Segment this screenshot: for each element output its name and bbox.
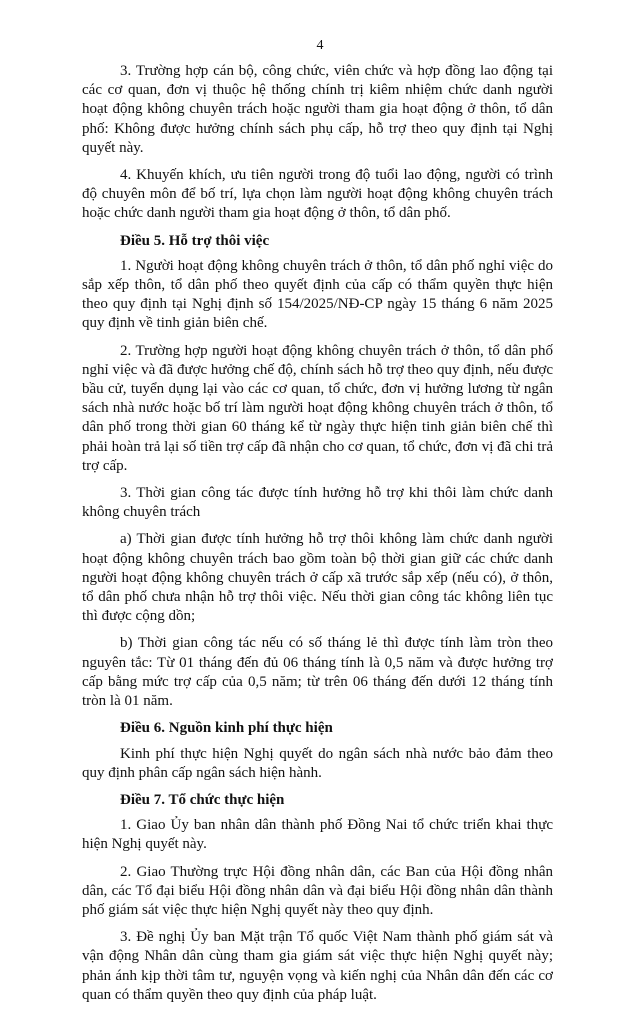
document-body xyxy=(82,62,553,1013)
paragraph: 4. Khuyến khích, ưu tiên người trong độ tuổi lao động, người có trình độ chuyên môn để bố trí, lựa chọn làm người hoạt động không chuyên trách hoặc chức danh người tham gia hoạt động ở thôn, tổ dân phố. xyxy=(82,167,553,222)
paragraph: 3. Trường hợp cán bộ, công chức, viên chức và hợp đồng lao động tại các cơ quan, đơn vị thuộc hệ thống chính trị kiêm nhiệm chức danh người hoạt động không chuyên trách hoặc người tham gia hoạt động ở thôn, tổ dân phố: Không được hưởng chính sách phụ cấp, hỗ trợ theo quy định tại Nghị quyết này. xyxy=(82,63,553,156)
paragraph: 1. Người hoạt động không chuyên trách ở thôn, tổ dân phố nghỉ việc do sắp xếp thôn, tổ dân phố theo quyết định của cấp có thẩm quyền thực hiện theo quy định tại Nghị định số 154/2025/NĐ-CP ngày 15 tháng 6 năm 2025 quy định về tinh giản biên chế. xyxy=(82,257,553,332)
paragraph: Kinh phí thực hiện Nghị quyết do ngân sách nhà nước bảo đảm theo quy định phân cấp ngân sách hiện hành. xyxy=(82,745,553,781)
paragraph: 3. Đề nghị Ủy ban Mặt trận Tổ quốc Việt Nam thành phố giám sát và vận động Nhân dân cùng tham gia giám sát việc thực hiện Nghị quyết này; phản ánh kịp thời tâm tư, nguyện vọng và kiến nghị của Nhân dân đến các cơ quan có thẩm quyền theo quy định của pháp luật. xyxy=(82,929,553,1003)
paragraph: 2. Trường hợp người hoạt động không chuyên trách ở thôn, tổ dân phố nghỉ việc và đã được hưởng chế độ, chính sách hỗ trợ theo quy định, nếu được bầu cử, tuyển dụng lại vào các cơ quan, tổ chức, đơn vị hưởng lương từ ngân sách nhà nước hoặc bố trí làm người hoạt động không chuyên trách ở thôn, tổ dân phố trong thời gian 60 tháng kể từ ngày thực hiện tinh giản biên chế thì phải hoàn trả lại số tiền trợ cấp đã nhận cho cơ quan, tổ chức, đơn vị đã chi trả trợ cấp. xyxy=(82,342,554,474)
page-number: 4 xyxy=(316,38,324,53)
paragraph: a) Thời gian được tính hưởng hỗ trợ thôi không làm chức danh người hoạt động không chuyên trách bao gồm toàn bộ thời gian giữ các chức danh người hoạt động không chuyên trách ở cấp xã trước sắp xếp (nếu có), ở thôn, tổ dân phố chưa nhận hỗ trợ thôi việc. Nếu thời gian công tác không liên tục thì được cộng dồn; xyxy=(82,531,553,625)
article-heading: Điều 6. Nguồn kinh phí thực hiện xyxy=(120,720,333,737)
paragraph: 3. Thời gian công tác được tính hưởng hỗ trợ khi thôi làm chức danh không chuyên trách xyxy=(82,485,553,521)
paragraph: 2. Giao Thường trực Hội đồng nhân dân, các Ban của Hội đồng nhân dân, các Tổ đại biểu Hội đồng nhân dân và đại biểu Hội đồng nhân dân thành phố giám sát việc thực hiện Nghị quyết này theo quy định. xyxy=(82,863,553,918)
article-heading: Điều 7. Tổ chức thực hiện xyxy=(120,791,285,808)
paragraph: b) Thời gian công tác nếu có số tháng lẻ thì được tính làm tròn theo nguyên tắc: Từ 01 tháng đến đủ 06 tháng tính là 0,5 năm và được hưởng trợ cấp bằng mức trợ cấp của 0,5 năm; từ trên 06 tháng đến dưới 12 tháng tính tròn là 01 năm. xyxy=(82,635,553,710)
article-heading: Điều 5. Hỗ trợ thôi việc xyxy=(120,232,270,249)
paragraph: 1. Giao Ủy ban nhân dân thành phố Đồng Nai tổ chức triển khai thực hiện Nghị quyết này. xyxy=(82,817,553,853)
